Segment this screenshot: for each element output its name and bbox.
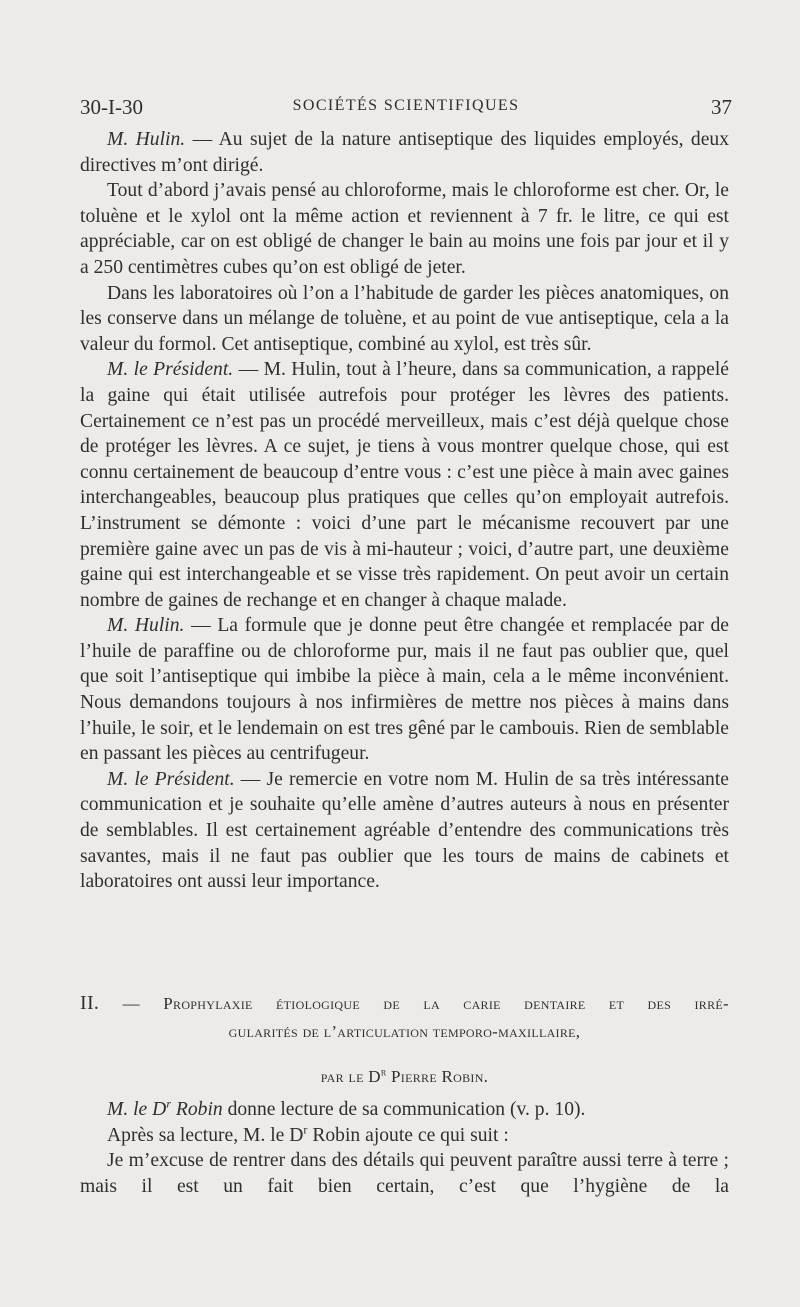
section-title-line: [80, 989, 729, 1018]
paragraph-text: Je m’excuse de rentrer dans des détails qui peuvent paraître aussi terre à terre ; mais il est un fait bien certain, c’est que l’hygiène de la: [80, 1150, 729, 1197]
speaker-part: Robin: [170, 1099, 223, 1120]
discussion-text: [80, 127, 729, 895]
paragraph-text: — Au sujet de la nature antiseptique des liquides employés, deux directives m’ont dirigé.: [80, 129, 730, 176]
paragraph-text: — M. Hulin, tout à l’heure, dans sa communication, a rappelé la gaine qui était utilisée autrefois pour protéger les lèvres des patients. Certainement ce n’est pas un procédé merveilleux, mais c’est déjà quelque chose de protéger les lèvres. A ce sujet, je tiens à vous montrer quelque chose, qui est connu certainement de beaucoup d’entre vous : c’est une pièce à main avec gaines interchangeables, beaucoup plus pratiques que celles qu’on employait autrefois. L’instrument se démonte : voici d’une part le mécanisme recouvert par une première gaine avec un pas de vis à mi-hauteur ; voici, d’autre part, une deuxième gaine qui est interchangeable et se visse très rapidement. On peut avoir un certain nombre de gaines de rechange et en changer à chaque malade.: [80, 359, 729, 611]
author-title: D: [368, 1067, 381, 1086]
paragraph: [80, 357, 729, 613]
speaker-name: M. Hulin.: [107, 129, 186, 150]
paragraph: [80, 767, 729, 895]
section-dash: —: [99, 994, 164, 1013]
header-date: 30-I-30: [80, 95, 143, 119]
section-author-line: [80, 1063, 729, 1091]
speaker-name: [107, 1096, 223, 1120]
paragraph-text: Après sa lecture, M. le D: [107, 1124, 304, 1146]
section-heading: [80, 989, 729, 1091]
section-title-part: Prophylaxie étiologique de la carie dentaire et des irré-: [163, 994, 729, 1013]
speaker-part: M. le D: [107, 1099, 167, 1120]
section-number: II.: [80, 992, 100, 1014]
author-name: Pierre Robin.: [386, 1067, 489, 1086]
paragraph-text: Dans les laboratoires où l’on a l’habitude de garder les pièces anatomiques, on les conserve dans un mélange de toluène, et au point de vue antiseptique, cela a la valeur du formol. Cet antiseptique, combiné au xylol, est très sûr.: [80, 282, 729, 355]
running-title: SOCIÉTÉS SCIENTIFIQUES: [292, 97, 520, 114]
paragraph: [80, 178, 729, 280]
paragraph: [80, 1097, 729, 1123]
paragraph-text: Tout d’abord j’avais pensé au chloroforme, mais le chloroforme est cher. Or, le toluène et le xylol ont la même action et reviennent à 7 fr. le litre, ce qui est appréciable, car on est obligé de changer le bain au moins une fois par jour et il y a 250 centimètres cubes qu’on est obligé de jeter.: [80, 180, 729, 278]
paragraph-text: — La formule que je donne peut être changée et remplacée par de l’huile de paraffine ou de chloroforme pur, mais il ne faut pas oublier que, quel que soit l’antiseptique qui imbibe la pièce à main, cela a le même inconvénient. Nous demandons toujours à nos infirmières de mettre nos pièces à mains dans l’huile, le soir, et le lendemain on est tres gêné par le cambouis. Rien de semblable en passant les pièces au centrifugeur.: [80, 615, 729, 765]
paragraph: [80, 127, 729, 178]
section-title-line: gularités de l’articulation temporo-maxillaire,: [228, 1022, 581, 1041]
section-body: [80, 1097, 729, 1199]
paragraph: [80, 613, 729, 767]
paragraph: [80, 1123, 729, 1149]
speaker-name: M. Hulin.: [107, 615, 185, 637]
paragraph-text: — Je remercie en votre nom M. Hulin de sa très intéressante communication et je souhaite qu’elle amène d’autres auteurs à nous en présenter de semblables. Il est certainement agréable d’entendre des communications très savantes, mais il ne faut pas oublier que les tours de mains de cabinets et laboratoires ont aussi leur importance.: [80, 768, 729, 893]
page-number: 37: [711, 95, 732, 119]
paragraph: [80, 281, 729, 358]
page-header: [80, 95, 732, 125]
speaker-name: M. le Président.: [107, 768, 235, 790]
paragraph-text: donne lecture de sa communication (v. p. 10).: [222, 1099, 586, 1120]
author-title-sup: r: [380, 1064, 387, 1079]
speaker-name: M. le Président.: [107, 359, 234, 381]
paragraph-text: Robin ajoute ce qui suit :: [307, 1124, 509, 1146]
speaker-sup: r: [166, 1096, 171, 1111]
paragraph: [80, 1148, 729, 1199]
author-prefix: par le: [320, 1067, 369, 1086]
text-sup: r: [303, 1122, 308, 1137]
